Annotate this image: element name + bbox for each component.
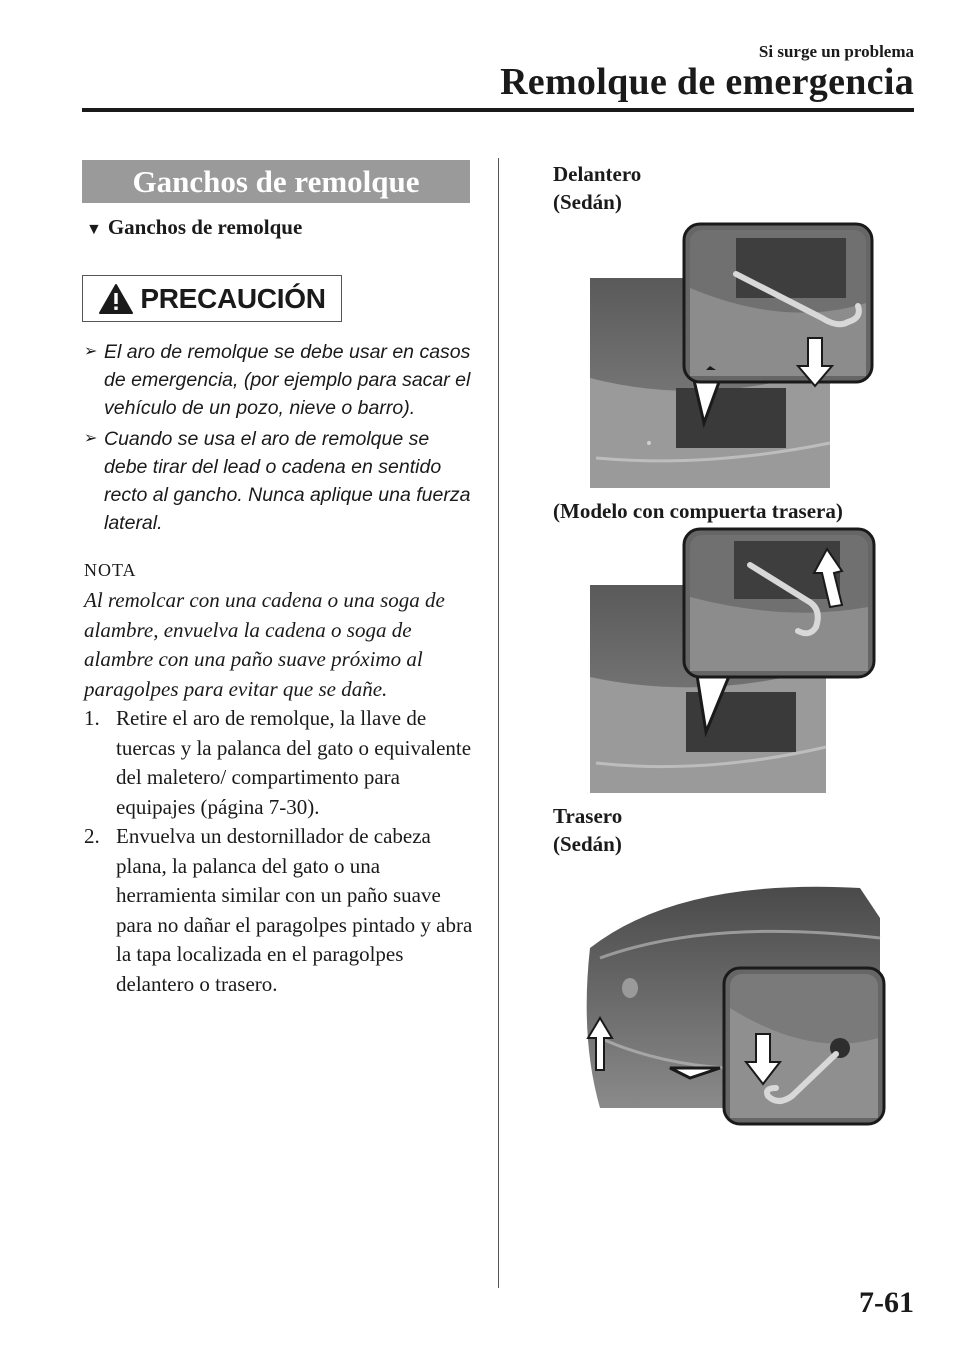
- arrow-bullet-icon: ➢: [84, 430, 98, 447]
- steps-list: [84, 704, 476, 999]
- subheading: [86, 215, 302, 240]
- running-header-chapter: Remolque de emergencia: [500, 61, 914, 103]
- rear-sedan-tow-hook-illustration: [560, 858, 888, 1128]
- header-rule: [82, 108, 914, 112]
- hatchback-tow-hook-illustration: [586, 527, 878, 795]
- caution-label-box: [82, 275, 342, 322]
- caution-label: PRECAUCIÓN: [140, 282, 326, 314]
- caution-item: ➢ El aro de remolque se debe usar en casos de emergencia, (por ejemplo para sacar el vehículo de un pozo, nieve o barro).: [82, 338, 472, 422]
- caption-hatchback: (Modelo con compuerta trasera): [553, 499, 843, 523]
- section-title-banner: Ganchos de remolque: [82, 160, 470, 203]
- caption-rear: Trasero (Sedán): [553, 804, 623, 856]
- caution-item: ➢ Cuando se usa el aro de remolque se debe tirar del lead o cadena en sentido recto al gancho. Nunca aplique una fuerza lateral.: [82, 425, 472, 537]
- caution-list: [82, 338, 472, 540]
- running-header-section: Si surge un problema: [758, 42, 914, 61]
- warning-triangle-icon: [98, 283, 134, 315]
- subheading-text: Ganchos de remolque: [107, 215, 303, 239]
- note-text: Al remolcar con una cadena o una soga de alambre, envuelva la cadena o soga de alambre con una paño suave próximo al paragolpes para evitar que se dañe.: [84, 588, 445, 701]
- front-sedan-tow-hook-illustration: [586, 218, 878, 490]
- triangle-marker-icon: ▼: [86, 221, 102, 238]
- arrow-bullet-icon: ➢: [84, 343, 98, 360]
- caption-front: Delantero (Sedán): [553, 162, 642, 214]
- step-item: 1. Retire el aro de remolque, la llave de tuercas y la palanca del gato o equivalente del maletero/ compartimento para equipajes (página 7-30).: [84, 706, 472, 819]
- page-number: 7-61: [859, 1286, 914, 1319]
- step-item: 2. Envuelva un destornillador de cabeza plana, la palanca del gato o una herramienta similar con un paño suave para no dañar el paragolpes pintado y abra la tapa localizada en el paragolpes delantero o trasero.: [84, 824, 473, 996]
- note-heading: NOTA: [84, 560, 137, 580]
- column-divider: [498, 158, 499, 1288]
